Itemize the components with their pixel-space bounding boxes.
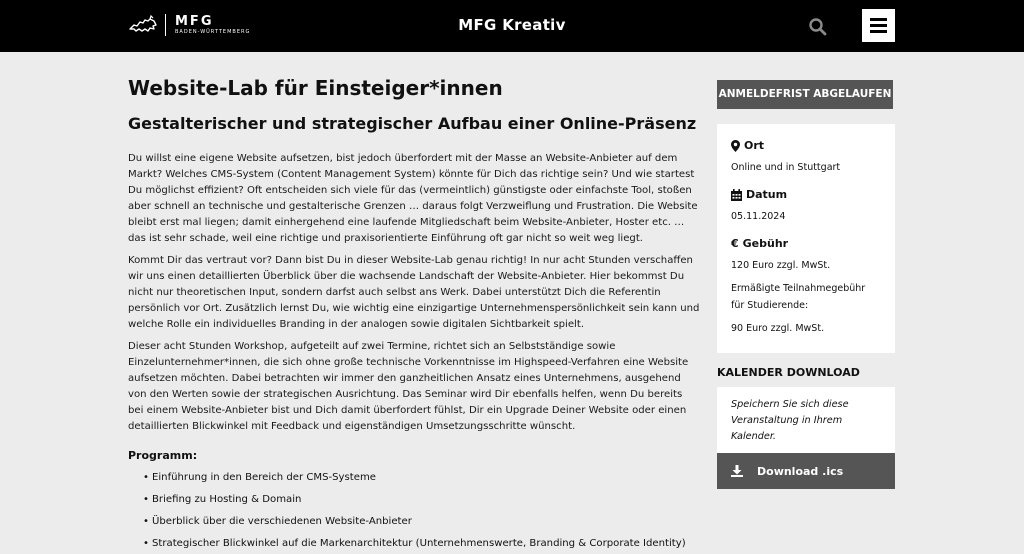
reduced-fee-value: 90 Euro zzgl. MwSt.	[731, 323, 825, 334]
program-item: • Überblick über die verschiedenen Website-Anbieter	[128, 511, 700, 533]
event-sidebar	[717, 80, 895, 489]
page-subtitle: Gestalterischer und strategischer Aufbau einer Online-Präsenz	[128, 114, 697, 133]
hamburger-line	[870, 24, 887, 27]
euro-icon: €	[731, 237, 739, 250]
calendar-download-card	[717, 387, 895, 453]
description-paragraph: Du willst eine eigene Website aufsetzen, bist jedoch überfordert mit der Masse an Website-Anbieter auf dem Markt? Welches CMS-System (Content Management System) könnte für Dich das richtige sein? Und wie startest Du möglichst effizient? Oft entscheiden sich viele für das (vermeintlich) günstigste oder einfachste Tool, stoßen aber schnell an technische und gestalterische Grenzen … daraus folgt Verzweiflung und Frustration. Die Website bleibt erst mal liegen; damit einhergehend eine laufende Mitgliedschaft beim Website-Anbieter, Hoster etc. … das ist sehr schade, weil eine richtige und praxisorientierte Einführung oft gar nicht so weit weg liegt.	[128, 153, 698, 244]
registration-closed-button[interactable]: ANMELDEFRIST ABGELAUFEN	[717, 80, 893, 109]
program-heading: Programm:	[128, 449, 198, 462]
fee-label	[731, 236, 881, 252]
program-item: • Strategischer Blickwinkel auf die Markenarchitektur (Unternehmenswerte, Branding & Corporate Identity)	[128, 533, 700, 554]
search-icon	[808, 17, 828, 37]
hamburger-line	[870, 30, 887, 33]
calendar-download-text: Speichern Sie sich diese Veranstaltung in Ihrem Kalender.	[731, 399, 849, 442]
hamburger-menu-icon	[870, 18, 887, 21]
download-icon	[731, 465, 743, 477]
date-label-text: Datum	[746, 188, 788, 201]
download-ics-label: Download .ics	[757, 464, 844, 478]
logo-sub-text: BADEN-WÜRTTEMBERG	[175, 28, 251, 35]
event-info-card	[717, 124, 895, 353]
calendar-icon	[731, 189, 742, 201]
description-paragraph: Dieser acht Stunden Workshop, aufgeteilt auf zwei Termine, richtet sich an Selbstständige sowie Einzelunternehmer*innen, die sich ohne große technische Vorkenntnisse im Highspeed-Verfahren eine Website aufsetzen möchten. Dabei betrachten wir immer den ganzheitlichen Ansatz eines Unternehmens, ausgehend von den Werten sowie der strategischen Ausrichtung. Das Seminar wird Dir ebenfalls helfen, wenn Du bereits bei einem Website-Anbieter bist und Dich damit überfordert fühlst, Dir ein Upgrade Deiner Website oder einen detaillierten Blickwinkel mit Feedback und eigenständigen Umsetzungsschritte wünscht.	[128, 341, 689, 432]
site-title[interactable]: MFG Kreativ	[458, 16, 566, 34]
map-pin-icon	[731, 140, 740, 152]
calendar-download-heading: KALENDER DOWNLOAD	[717, 366, 860, 379]
location-label-text: Ort	[744, 139, 765, 152]
download-ics-button[interactable]	[717, 453, 895, 489]
location-value: Online und in Stuttgart	[731, 162, 841, 173]
page-title: Website-Lab für Einsteiger*innen	[128, 76, 503, 100]
date-value: 05.11.2024	[731, 211, 786, 222]
description-paragraph: Kommt Dir das vertraut vor? Dann bist Du in dieser Website-Lab genau richtig! In nur acht Stunden verschaffen wir uns einen detaillierten Überblick über die wachsende Landschaft der Website-Anbieter. Hier bekommst Du nicht nur theoretischen Input, sondern darfst auch selbst ans Werk. Dabei unterstützt Dich die Referentin persönlich vor Ort. Zusätzlich lernst Du, wie wichtig eine einzigartige Unternehmenspersönlichkeit sein kann und welche Rolle ein individuelles Branding in der analogen sowie digitalen Sichtbarkeit spielt.	[128, 255, 700, 330]
program-item: • Briefing zu Hosting & Domain	[128, 489, 700, 511]
location-label	[731, 138, 881, 154]
date-label	[731, 187, 881, 203]
event-content	[128, 76, 700, 554]
top-navigation-bar	[0, 0, 1024, 52]
fee-value: 120 Euro zzgl. MwSt.	[731, 260, 831, 271]
hamburger-menu-button[interactable]	[862, 9, 895, 42]
logo-main-text: MFG	[175, 13, 214, 29]
search-button[interactable]	[808, 17, 828, 37]
program-item: • Einführung in den Bereich der CMS-Systeme	[128, 467, 700, 489]
fee-label-text: Gebühr	[742, 237, 789, 250]
reduced-fee-label: Ermäßigte Teilnahmegebühr für Studierende:	[731, 283, 866, 311]
program-list	[128, 467, 700, 554]
